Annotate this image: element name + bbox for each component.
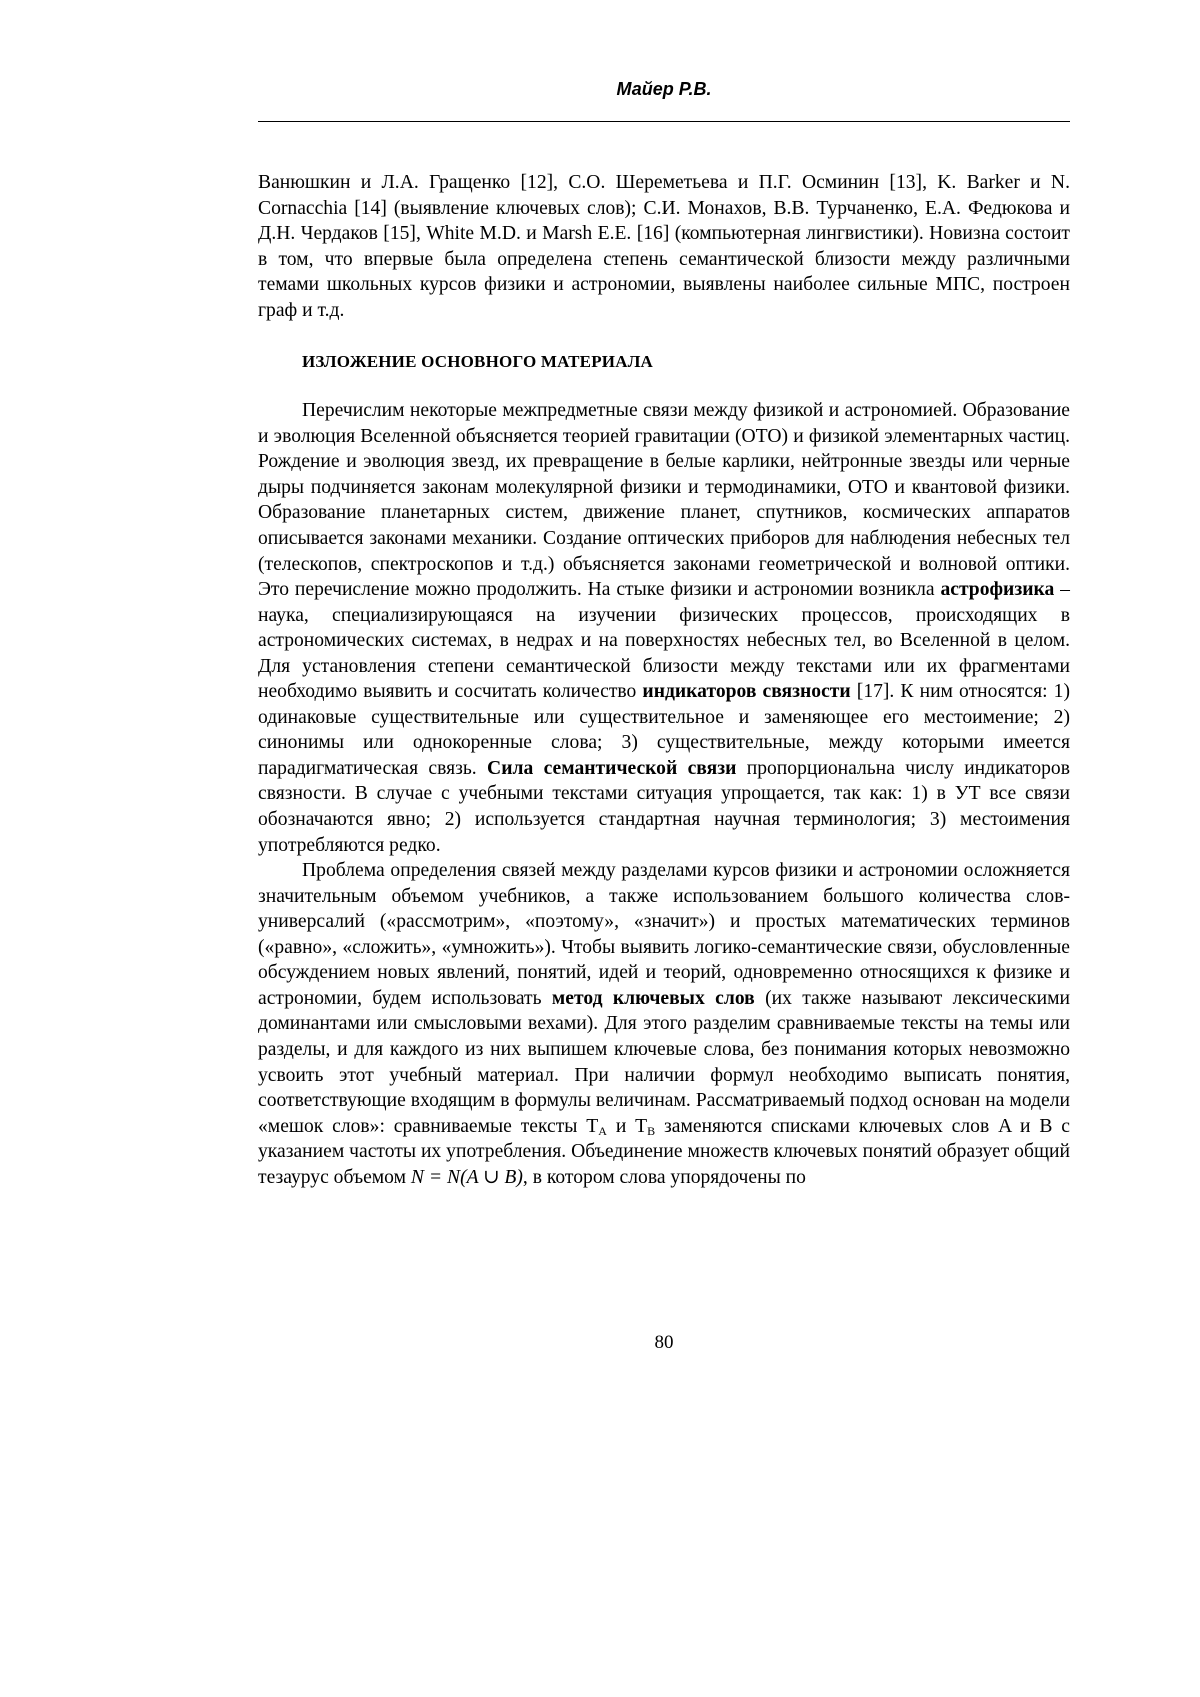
paragraph-text: [17]. К ним относятся: 1) одинаковые существительные или существительное и заменяющее его местоимение; 2) синонимы или однокоренные слова; 3) существительные, между которыми имеется парадигматическая связь. — [258, 681, 1070, 779]
term-astrophysics: астрофизика — [940, 579, 1054, 600]
paragraph-text: , в котором слова упорядочены по — [523, 1167, 806, 1188]
subscript-b: B — [647, 1124, 655, 1138]
paragraph-text: Проблема определения связей между разделами курсов физики и астрономии осложняется значительным объемом учебников, а также использованием большого количества слов-универсалий («рассмотрим», «поэтому», «значит») и простых математических терминов («равно», «сложить», «умножить»). Чтобы выявить логико-семантические связи, обусловленные обсуждением новых явлений, понятий, идей и теорий, одновременно относящихся к физике и астрономии, будем использовать — [258, 860, 1070, 1009]
formula-thesaurus-size: N = N(A ∪ B) — [411, 1167, 523, 1188]
paragraph-text: – наука, специализирующаяся на изучении физических процессов, происходящих в астрономических системах, в недрах и на поверхностях небесных тел, во Вселенной в целом. Для установления степени семантической близости между текстами или их фрагментами необходимо выявить и сосчитать количество — [258, 579, 1070, 702]
paragraph-text: (их также называют лексическими доминантами или смысловыми вехами). Для этого разделим сравниваемые тексты на темы или разделы, и для каждого из них выпишем ключевые слова, без понимания которых невозможно усвоить этот учебный материал. При наличии формул необходимо выписать понятия, соответствующие входящим в формулы величинам. Рассматриваемый подход основан на модели «мешок слов»: сравниваемые тексты T — [258, 988, 1070, 1137]
subscript-a: A — [598, 1124, 607, 1138]
paragraph-text: и T — [607, 1116, 647, 1137]
paragraph-keywords-method — [258, 858, 1070, 1190]
paragraph-connections — [258, 398, 1070, 858]
term-keyword-method: метод ключевых слов — [552, 988, 755, 1009]
section-heading: ИЗЛОЖЕНИЕ ОСНОВНОГО МАТЕРИАЛА — [302, 349, 1070, 374]
paragraph-text: заменяются списками ключевых слов A и B с указанием частоты их употребления. Объединение множеств ключевых понятий образует общий тезаурус объемом — [258, 1116, 1070, 1188]
paragraph-text: пропорциональна числу индикаторов связности. В случае с учебными текстами ситуация упрощается, так как: 1) в УТ все связи обозначаются явно; 2) используется стандартная научная терминология; 3) местоимения употребляются редко. — [258, 758, 1070, 856]
page-number: 80 — [258, 1331, 1070, 1355]
running-head-author: Майер Р.В. — [258, 78, 1070, 100]
term-semantic-strength: Сила семантической связи — [487, 758, 736, 779]
intro-paragraph: Ванюшкин и Л.А. Гращенко [12], С.О. Шереметьева и П.Г. Осминин [13], K. Barker и N. Cornacchia [14] (выявление ключевых слов); С.И. Монахов, В.В. Турчаненко, Е.А. Федюкова и Д.Н. Чердаков [15], White M.D. и Marsh E.E. [16] (компьютерная лингвистики). Новизна состоит в том, что впервые была определена степень семантической близости между различными темами школьных курсов физики и астрономии, выявлены наиболее сильные МПС, построен граф и т.д. — [258, 170, 1070, 323]
header-rule — [258, 121, 1070, 122]
term-coherence-indicators: индикаторов связности — [642, 681, 850, 702]
paragraph-text: Перечислим некоторые межпредметные связи между физикой и астрономией. Образование и эволюция Вселенной объясняется теорией гравитации (ОТО) и физикой элементарных частиц. Рождение и эволюция звезд, их превращение в белые карлики, нейтронные звезды или черные дыры подчиняется законам молекулярной физики и термодинамики, ОТО и квантовой физики. Образование планетарных систем, движение планет, спутников, космических аппаратов описывается законами механики. Создание оптических приборов для наблюдения небесных тел (телескопов, спектроскопов и т.д.) объясняется законами геометрической и волновой оптики. Это перечисление можно продолжить. На стыке физики и астрономии возникла — [258, 400, 1070, 600]
article-body — [258, 170, 1070, 1190]
